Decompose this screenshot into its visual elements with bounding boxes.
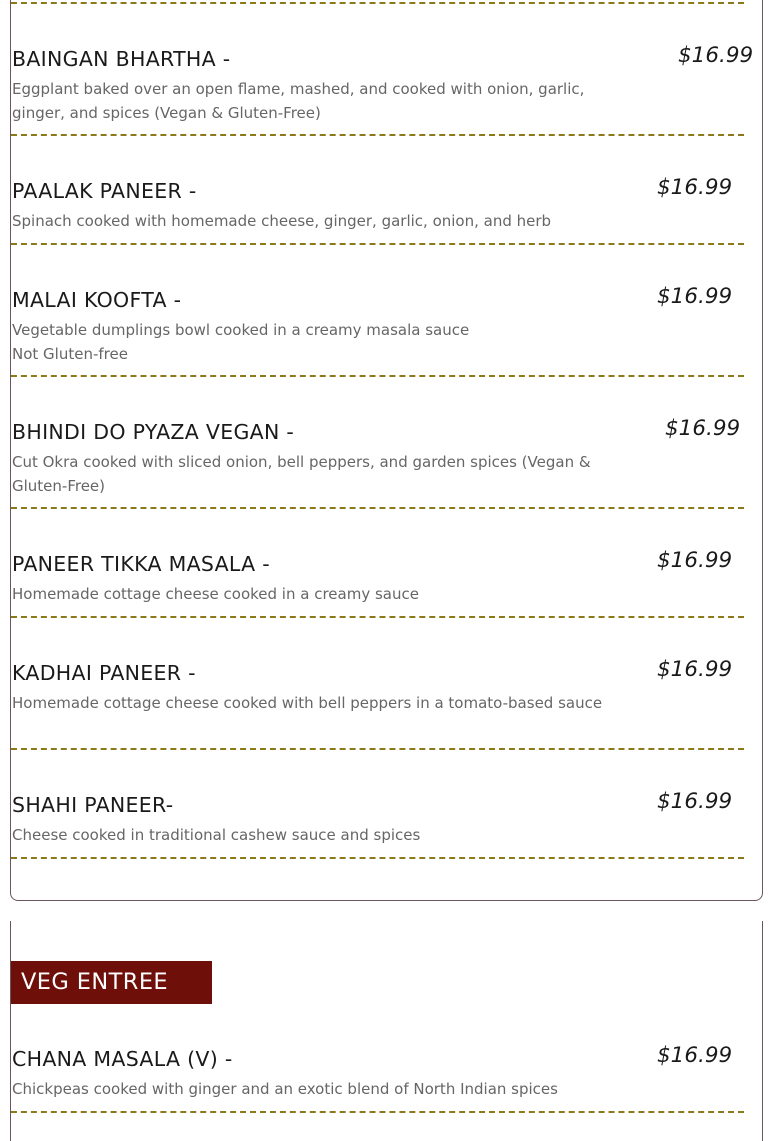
menu-item-price: $16.99 bbox=[657, 657, 733, 682]
section-header-veg-entree: VEG ENTREE bbox=[11, 961, 212, 1004]
menu-item-price: $16.99 bbox=[657, 284, 733, 309]
menu-divider bbox=[11, 134, 744, 136]
menu-item-price: $16.99 bbox=[657, 548, 733, 573]
menu-divider bbox=[11, 375, 744, 377]
menu-divider bbox=[11, 1111, 744, 1113]
menu-divider bbox=[11, 243, 744, 245]
menu-item-description: Chickpeas cooked with ginger and an exotic blend of North Indian spices bbox=[12, 1080, 558, 1098]
menu-item-description: Homemade cottage cheese cooked in a creamy sauce bbox=[12, 585, 419, 603]
menu-item-name: PANEER TIKKA MASALA - bbox=[12, 552, 270, 576]
menu-divider bbox=[11, 507, 744, 509]
menu-divider bbox=[11, 748, 744, 750]
menu-item-name: BAINGAN BHARTHA - bbox=[12, 47, 231, 71]
menu-divider bbox=[11, 857, 744, 859]
menu-item-note: Not Gluten-free bbox=[12, 345, 128, 363]
menu-item-description: Eggplant baked over an open flame, mashed, and cooked with onion, garlic, ginger, and spices (Vegan & Gluten-Free) bbox=[12, 80, 585, 122]
menu-item-name: BHINDI DO PYAZA VEGAN - bbox=[12, 420, 295, 444]
menu-item-name: CHANA MASALA (V) - bbox=[12, 1047, 233, 1071]
menu-divider bbox=[11, 2, 744, 4]
menu-item-price: $16.99 bbox=[678, 43, 754, 68]
menu-item-price: $16.99 bbox=[665, 416, 741, 441]
menu-item-description-text: Vegetable dumplings bowl cooked in a creamy masala sauce bbox=[12, 321, 470, 339]
menu-item-description: Spinach cooked with homemade cheese, ginger, garlic, onion, and herb bbox=[12, 212, 552, 230]
menu-item-name: KADHAI PANEER - bbox=[12, 661, 196, 685]
menu-item-name: PAALAK PANEER - bbox=[12, 179, 197, 203]
menu-item-price: $16.99 bbox=[657, 789, 733, 814]
menu-item-description: Cut Okra cooked with sliced onion, bell peppers, and garden spices (Vegan & Gluten-Free) bbox=[12, 453, 591, 495]
menu-item-name: MALAI KOOFTA - bbox=[12, 288, 182, 312]
menu-item-price: $16.99 bbox=[657, 1043, 733, 1068]
menu-item-description bbox=[12, 318, 627, 366]
menu-item-description: Cheese cooked in traditional cashew sauce and spices bbox=[12, 826, 421, 844]
menu-item-price: $16.99 bbox=[657, 175, 733, 200]
menu-item-name: SHAHI PANEER- bbox=[12, 793, 174, 817]
menu-item-description: Homemade cottage cheese cooked with bell peppers in a tomato-based sauce bbox=[12, 694, 603, 712]
menu-card-veg-entree bbox=[10, 921, 763, 1141]
menu-divider bbox=[11, 616, 744, 618]
